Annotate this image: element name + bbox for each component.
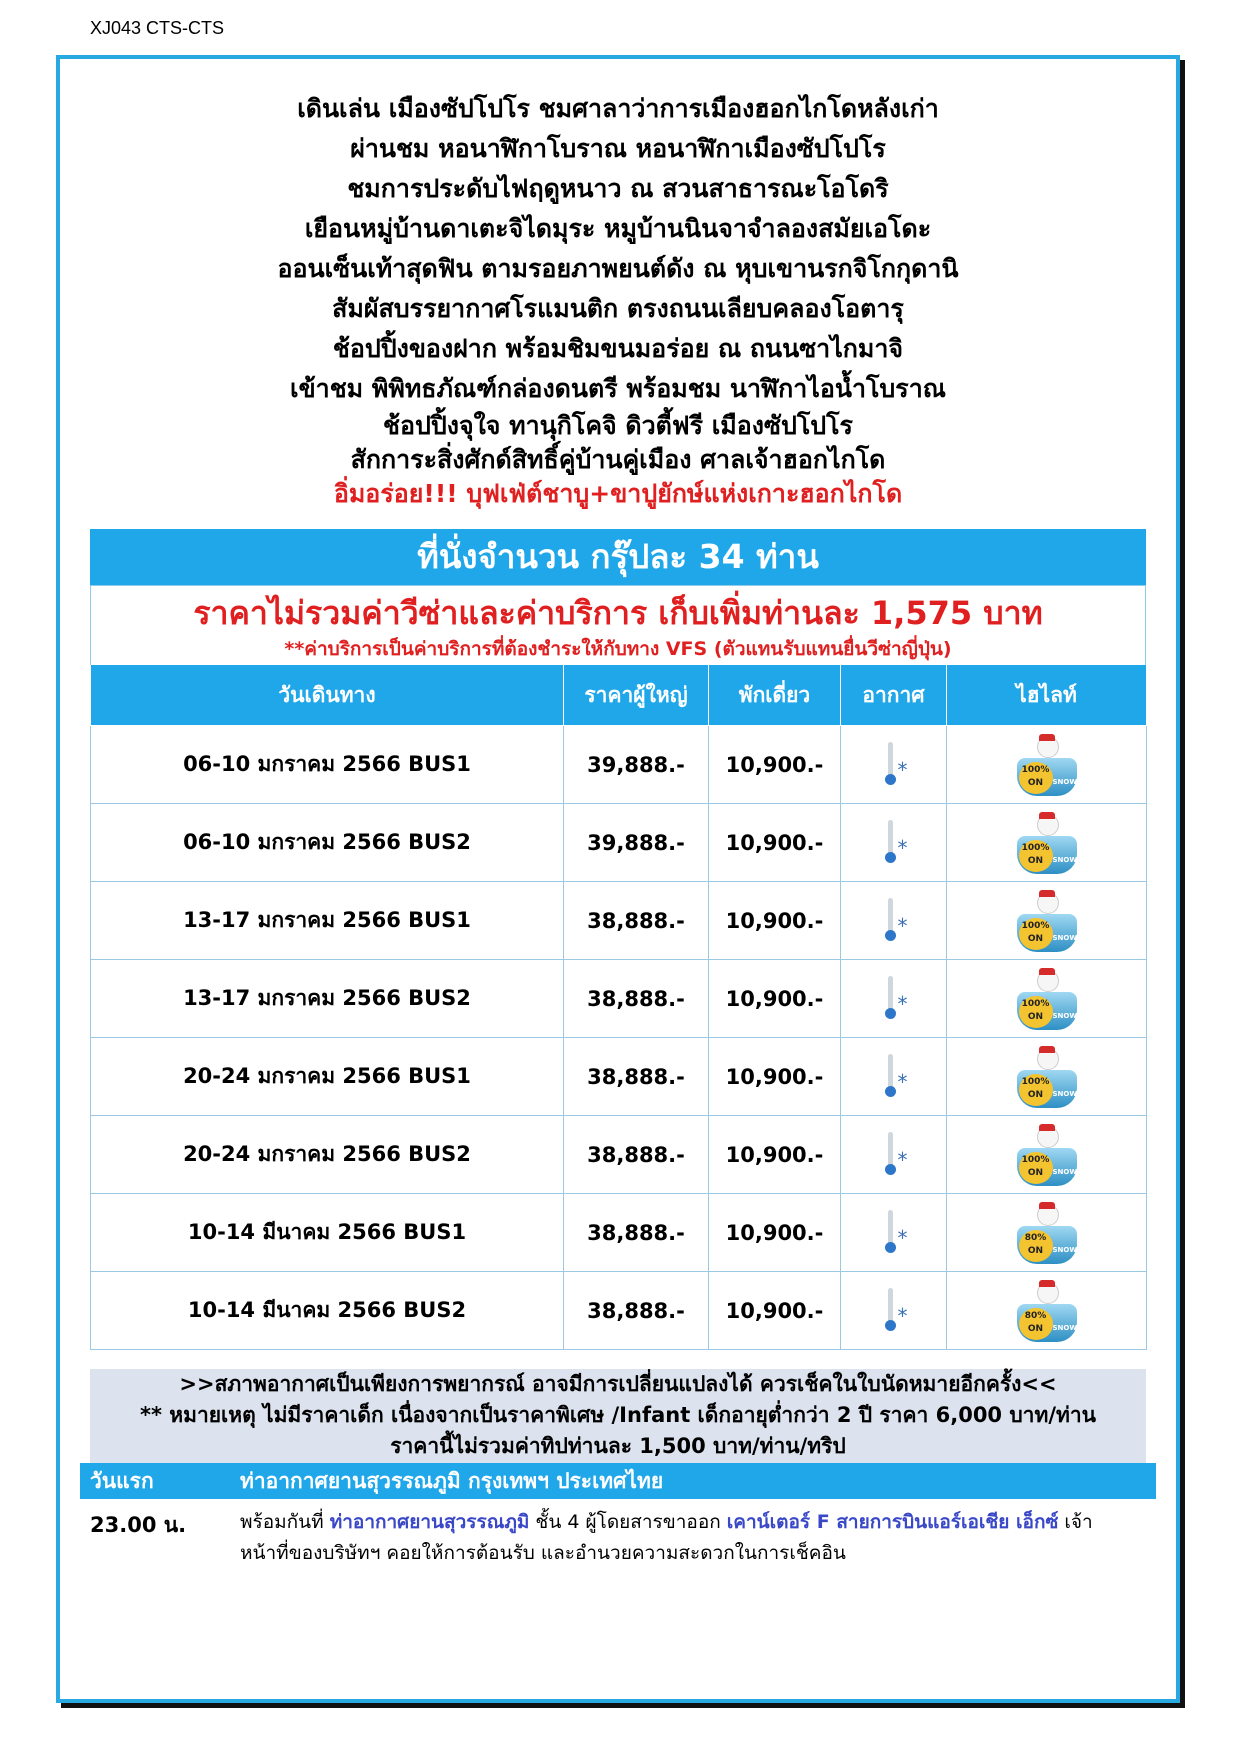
table-row xyxy=(91,1194,1147,1272)
adult-price: 38,888.- xyxy=(564,960,709,1038)
table-row xyxy=(91,804,1147,882)
single-supplement: 10,900.- xyxy=(709,960,841,1038)
highlight-line: ออนเซ็นเท้าสุดฟิน ตามรอยภาพยนต์ดัง ณ หุบเขานรกจิโกกุดานิ xyxy=(277,254,959,283)
snow-chance: 80% xyxy=(1024,1232,1047,1243)
day1-bar xyxy=(80,1463,1156,1499)
snowman-badge-icon: 100% ON SNOW xyxy=(1017,1124,1077,1186)
snowman-badge-icon: 80% ON SNOW xyxy=(1017,1280,1077,1342)
weather-cell xyxy=(841,1272,947,1350)
document-code: XJ043 CTS-CTS xyxy=(90,18,225,38)
day1-time: 23.00 น. xyxy=(90,1513,187,1537)
page-frame xyxy=(56,55,1180,1703)
highlight-line: สักการะสิ่งศักด์สิทธิ์คู่บ้านคู่เมือง ศาลเจ้าฮอกไกโด xyxy=(350,445,886,474)
thermometer-snow-icon: * xyxy=(876,818,912,868)
weather-cell xyxy=(841,1116,947,1194)
child-price-note: ** หมายเหตุ ไม่มีราคาเด็ก เนื่องจากเป็นราคาพิเศษ /Infant เด็กอายุต่ำกว่า 2 ปี ราคา 6,000 บาท/ท่าน xyxy=(140,1403,1096,1427)
tour-highlights xyxy=(60,89,1176,511)
single-supplement: 10,900.- xyxy=(709,1272,841,1350)
thermometer-snow-icon: * xyxy=(876,896,912,946)
notes-box xyxy=(90,1369,1146,1463)
adult-price: 39,888.- xyxy=(564,726,709,804)
header-single-supplement: พักเดี่ยว xyxy=(709,665,841,726)
highlight-line: ช้อปปิ้งจุใจ ทานุกิโคจิ ดิวตี้ฟรี เมืองซัปโปโร xyxy=(383,411,853,440)
highlight-cell xyxy=(947,1194,1147,1272)
snow-chance: 100% xyxy=(1021,764,1050,775)
weather-cell xyxy=(841,882,947,960)
snowman-badge-icon: 100% ON SNOW xyxy=(1017,812,1077,874)
adult-price: 38,888.- xyxy=(564,882,709,960)
weather-cell xyxy=(841,804,947,882)
price-table-header xyxy=(91,665,1147,726)
travel-date: 10-14 มีนาคม 2566 BUS2 xyxy=(91,1272,564,1350)
weather-cell xyxy=(841,1038,947,1116)
weather-cell xyxy=(841,726,947,804)
highlight-cell xyxy=(947,1038,1147,1116)
visa-notice-main: ราคาไม่รวมค่าวีซ่าและค่าบริการ เก็บเพิ่มท่านละ 1,575 บาท xyxy=(193,594,1043,632)
highlight-line: เข้าชม พิพิทธภัณฑ์กล่องดนตรี พร้อมชม นาฬิกาไอน้ำโบราณ xyxy=(290,374,946,403)
itinerary-text: พร้อมกันที่ xyxy=(240,1511,330,1533)
thermometer-snow-icon: * xyxy=(876,1286,912,1336)
highlight-line-promo: อิ่มอร่อย!!! บุฟเฟ่ต์ชาบู+ขาปูยักษ์แห่งเกาะฮอกไกโด xyxy=(333,479,903,508)
highlight-line: สัมผัสบรรยากาศโรแมนติก ตรงถนนเลียบคลองโอตารุ xyxy=(332,294,904,323)
airport-highlight: ท่าอากาศยานสุวรรณภูมิ xyxy=(329,1511,530,1533)
travel-date: 06-10 มกราคม 2566 BUS2 xyxy=(91,804,564,882)
highlight-cell xyxy=(947,882,1147,960)
highlight-line: ช้อปปิ้งของฝาก พร้อมชิมขนมอร่อย ณ ถนนซาไกมาจิ xyxy=(332,334,904,363)
header-travel-date: วันเดินทาง xyxy=(91,665,564,726)
travel-date: 13-17 มกราคม 2566 BUS2 xyxy=(91,960,564,1038)
weather-note: >>สภาพอากาศเป็นเพียงการพยากรณ์ อาจมีการเปลี่ยนแปลงได้ ควรเช็คในใบนัดหมายอีกครั้ง<< xyxy=(179,1372,1057,1396)
snow-chance: 100% xyxy=(1021,1076,1050,1087)
highlight-line: เดินเล่น เมืองซัปโปโร ชมศาลาว่าการเมืองฮอกไกโดหลังเก่า xyxy=(297,94,939,123)
visa-notice-sub: **ค่าบริการเป็นค่าบริการที่ต้องชำระให้กับทาง VFS (ตัวแทนรับแทนยื่นวีซ่าญี่ปุ่น) xyxy=(284,638,952,660)
adult-price: 39,888.- xyxy=(564,804,709,882)
itinerary-text: ชั้น 4 ผู้โดยสารขาออก xyxy=(529,1511,727,1533)
visa-notice xyxy=(90,585,1146,666)
travel-date: 06-10 มกราคม 2566 BUS1 xyxy=(91,726,564,804)
table-row xyxy=(91,960,1147,1038)
tip-note: ราคานี้ไม่รวมค่าทิปท่านละ 1,500 บาท/ท่าน/ทริป xyxy=(390,1434,846,1458)
snowman-badge-icon: 100% ON SNOW xyxy=(1017,734,1077,796)
snow-chance: 80% xyxy=(1024,1310,1047,1321)
day1-label: วันแรก xyxy=(90,1469,154,1493)
adult-price: 38,888.- xyxy=(564,1272,709,1350)
seat-banner: ที่นั่งจำนวน กรุ๊ปละ 34 ท่าน xyxy=(90,529,1146,585)
travel-date: 20-24 มกราคม 2566 BUS2 xyxy=(91,1116,564,1194)
adult-price: 38,888.- xyxy=(564,1038,709,1116)
header-highlight: ไฮไลท์ xyxy=(947,665,1147,726)
day1-title: ท่าอากาศยานสุวรรณภูมิ กรุงเทพฯ ประเทศไทย xyxy=(240,1469,664,1493)
weather-cell xyxy=(841,960,947,1038)
price-table xyxy=(90,665,1147,1350)
snowman-badge-icon: 80% ON SNOW xyxy=(1017,1202,1077,1264)
table-row xyxy=(91,1116,1147,1194)
travel-date: 10-14 มีนาคม 2566 BUS1 xyxy=(91,1194,564,1272)
snow-chance: 100% xyxy=(1021,1154,1050,1165)
snowman-badge-icon: 100% ON SNOW xyxy=(1017,968,1077,1030)
counter-highlight: เคาน์เตอร์ F สายการบินแอร์เอเชีย เอ็กซ์ xyxy=(726,1511,1059,1533)
highlight-line: ชมการประดับไฟฤดูหนาว ณ สวนสาธารณะโอโดริ xyxy=(347,174,889,203)
table-row xyxy=(91,726,1147,804)
thermometer-snow-icon: * xyxy=(876,1052,912,1102)
snow-chance: 100% xyxy=(1021,998,1050,1009)
header-weather: อากาศ xyxy=(841,665,947,726)
snow-chance: 100% xyxy=(1021,842,1050,853)
single-supplement: 10,900.- xyxy=(709,1116,841,1194)
weather-cell xyxy=(841,1194,947,1272)
single-supplement: 10,900.- xyxy=(709,804,841,882)
day1-itinerary xyxy=(240,1507,1120,1569)
table-row xyxy=(91,882,1147,960)
highlight-cell xyxy=(947,960,1147,1038)
itinerary-text: เจ้าหน้าที่ของบริษัทฯ คอยให้การต้อนรับ และอำนวยความสะดวกในการเช็คอิน xyxy=(240,1511,1093,1564)
snow-chance: 100% xyxy=(1021,920,1050,931)
highlight-line: ผ่านชม หอนาฬิกาโบราณ หอนาฬิกาเมืองซัปโปโร xyxy=(350,134,886,163)
travel-date: 20-24 มกราคม 2566 BUS1 xyxy=(91,1038,564,1116)
single-supplement: 10,900.- xyxy=(709,726,841,804)
thermometer-snow-icon: * xyxy=(876,974,912,1024)
highlight-line: เยือนหมู่บ้านดาเตะจิไดมุระ หมูบ้านนินจาจำลองสมัยเอโดะ xyxy=(304,214,932,243)
highlight-cell xyxy=(947,1116,1147,1194)
single-supplement: 10,900.- xyxy=(709,1194,841,1272)
thermometer-snow-icon: * xyxy=(876,1130,912,1180)
adult-price: 38,888.- xyxy=(564,1194,709,1272)
highlight-cell xyxy=(947,804,1147,882)
highlight-cell xyxy=(947,726,1147,804)
adult-price: 38,888.- xyxy=(564,1116,709,1194)
single-supplement: 10,900.- xyxy=(709,1038,841,1116)
thermometer-snow-icon: * xyxy=(876,740,912,790)
thermometer-snow-icon: * xyxy=(876,1208,912,1258)
header-adult-price: ราคาผู้ใหญ่ xyxy=(564,665,709,726)
snowman-badge-icon: 100% ON SNOW xyxy=(1017,1046,1077,1108)
travel-date: 13-17 มกราคม 2566 BUS1 xyxy=(91,882,564,960)
snowman-badge-icon: 100% ON SNOW xyxy=(1017,890,1077,952)
table-row xyxy=(91,1272,1147,1350)
highlight-cell xyxy=(947,1272,1147,1350)
table-row xyxy=(91,1038,1147,1116)
single-supplement: 10,900.- xyxy=(709,882,841,960)
